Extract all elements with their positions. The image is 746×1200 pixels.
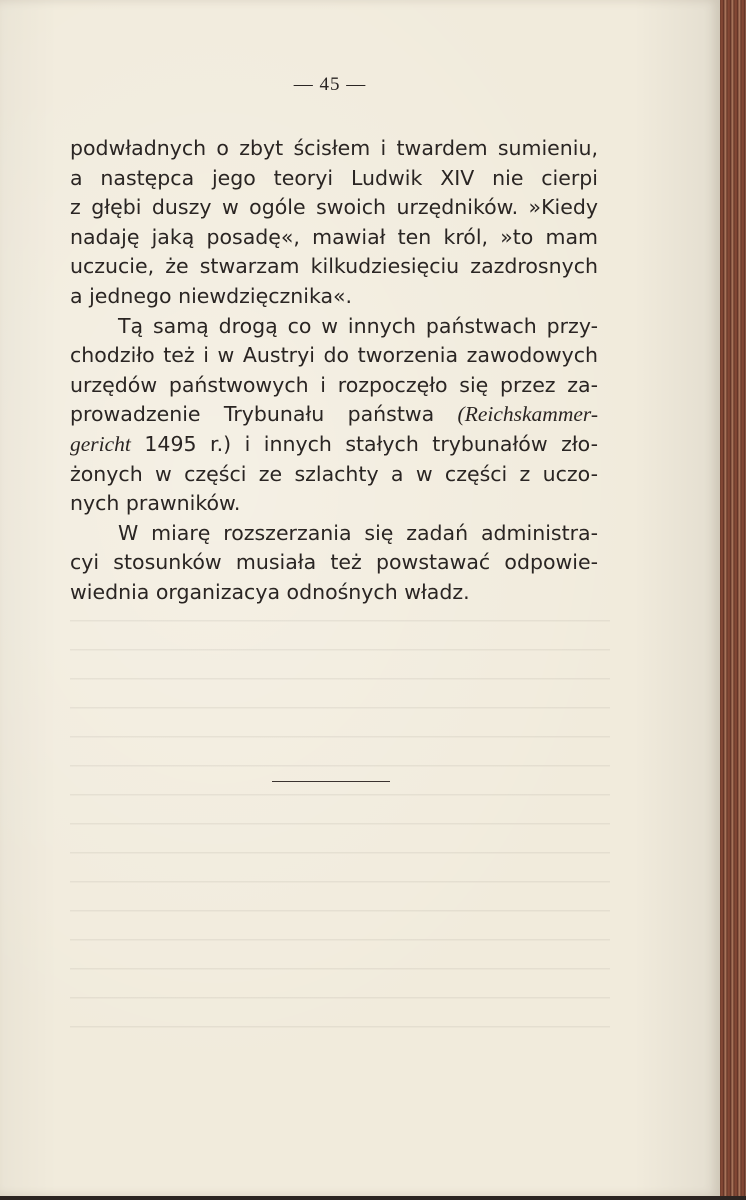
text-line: W miarę rozszerzania się zadań administra- (118, 520, 598, 545)
text-fragment: prowadzenie Trybunału państwa (70, 402, 435, 427)
show-through-texture (70, 620, 610, 1040)
text-line: cyi stosunków musiała też powstawać odpowie- (70, 550, 598, 575)
text-line: urzędów państwowych i rozpoczęło się przez za- (70, 372, 598, 397)
body-text (70, 134, 598, 608)
text-line: wiednia organizacya odnośnych władz. (70, 579, 470, 604)
text-line-with-italic (70, 400, 598, 430)
book-page-edges (720, 0, 746, 1200)
scan-bottom-border (0, 1196, 746, 1200)
page-number: — 45 — (293, 74, 367, 95)
text-line: chodziło też i w Austryi do tworzenia zawodowych (70, 343, 598, 368)
italic-term: (Reichskammer- (457, 402, 598, 427)
text-line: uczucie, że stwarzam kilkudziesięciu zazdrosnych (70, 254, 598, 279)
section-end-rule (272, 781, 390, 782)
text-line: nych prawników. (70, 491, 241, 516)
text-line: z głębi duszy w ogóle swoich urzędników. »Kiedy (70, 195, 598, 220)
text-line-with-italic (70, 430, 598, 460)
text-line: żonych w części ze szlachty a w części z uczo- (70, 461, 598, 486)
text-fragment: 1495 r.) i innych stałych trybunałów zło- (144, 431, 598, 456)
italic-term: gericht (70, 431, 131, 456)
text-line: a jednego niewdzięcznika«. (70, 283, 353, 308)
text-line: podwładnych o zbyt ścisłem i twardem sumieniu, (70, 136, 598, 160)
text-line: Tą samą drogą co w innych państwach przy- (118, 313, 598, 338)
text-line: nadaję jaką posadę«, mawiał ten król, »to mam (70, 224, 598, 249)
text-line: a następca jego teoryi Ludwik XIV nie cierpi (70, 165, 598, 190)
